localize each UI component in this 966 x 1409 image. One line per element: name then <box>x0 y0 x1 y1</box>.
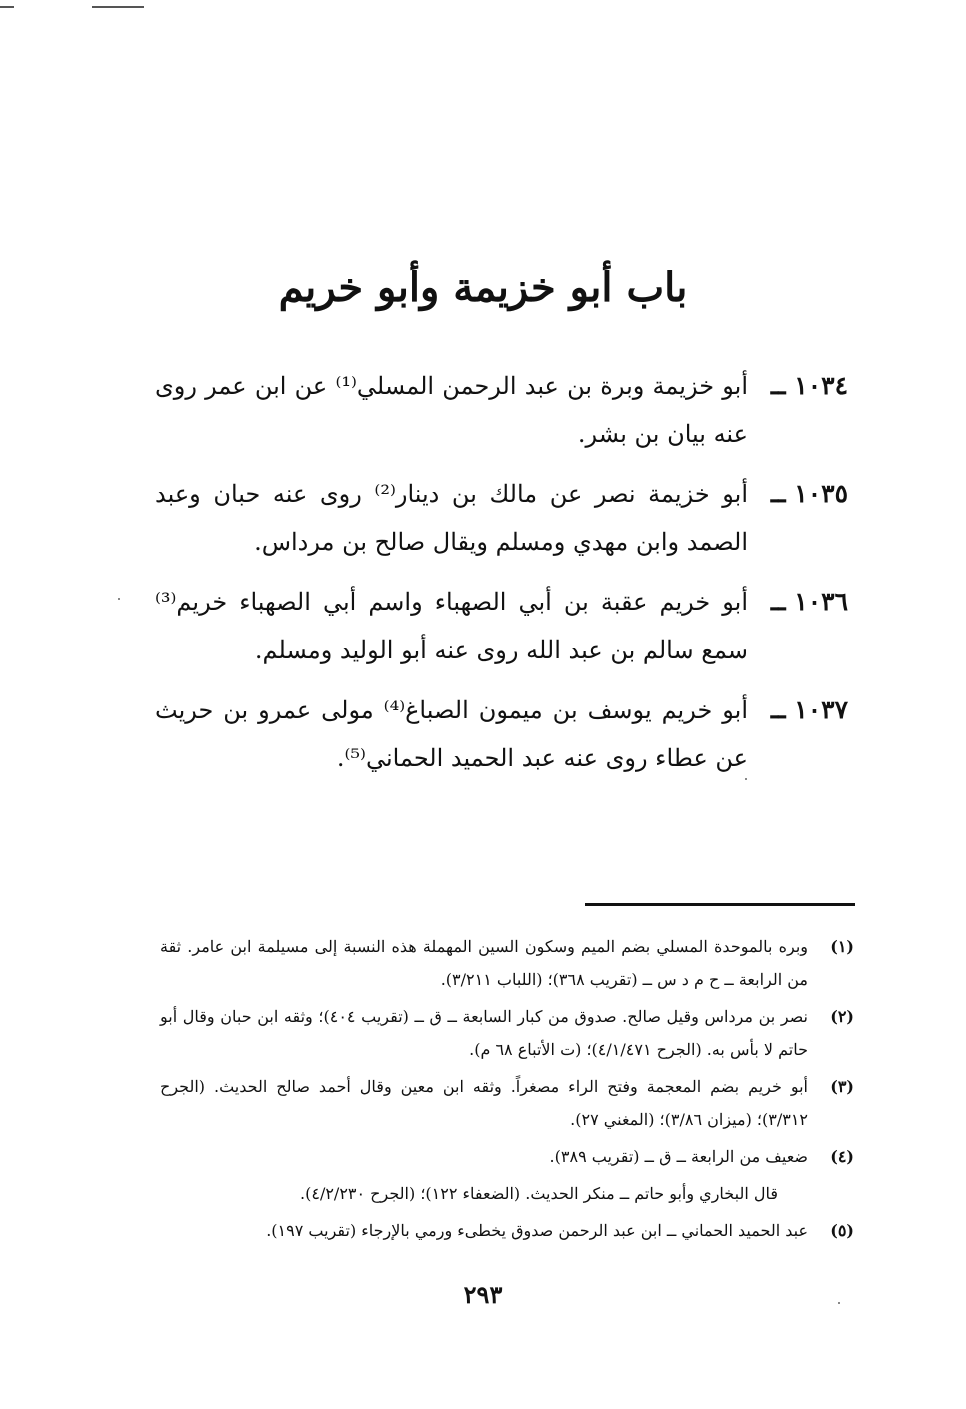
footnote-text: نصر بن مرداس وقيل صالح. صدوق من كبار السابعة ــ ق ــ (تقريب ٤٠٤)؛ وثقه ابن حبان وقال أبو حاتم لا بأس به. (الجرح ٤/١/٤٧١)؛ (ت الأتباع ٦٨ م). <box>160 1007 808 1059</box>
entry-number: ١٠٣٥ ــ <box>770 479 848 508</box>
page-number: ٢٩٣ <box>463 1280 503 1309</box>
scan-mark <box>0 6 14 8</box>
entry-1036 <box>155 578 848 674</box>
footnote-text: ضعيف من الرابعة ــ ق ــ (تقريب ٣٨٩). <box>549 1147 808 1166</box>
entry-1037 <box>155 686 848 782</box>
footnote-number: (١) <box>830 937 854 956</box>
scan-speck <box>745 778 747 780</box>
footnote-text: وبره بالموحدة المسلي بضم الميم وسكون السين المهملة هذه النسبة إلى مسيلمة ابن عامر. ثقة من الرابعة ــ ح م د س ــ (تقريب ٣٦٨)؛ (اللباب ٣/٢١١). <box>160 937 809 989</box>
footnote-4-continuation: قال البخاري وأبو حاتم ــ منكر الحديث. (الضعفاء ١٢٢)؛ (الجرح ٤/٢/٢٣٠). <box>300 1184 778 1203</box>
entry-number: ١٠٣٤ ــ <box>770 371 848 400</box>
entry-text: أبو خريم يوسف بن ميمون الصباغ⁽⁴⁾ مولى عمرو بن حريث عن عطاء روى عنه عبد الحميد الحماني⁽⁵⁾. <box>155 696 749 772</box>
footnote-number: (٥) <box>830 1221 854 1240</box>
entry-number: ١٠٣٧ ــ <box>770 695 848 724</box>
entry-1034 <box>155 362 848 458</box>
entry-number: ١٠٣٦ ــ <box>770 587 848 616</box>
entry-1035 <box>155 470 848 566</box>
footnote-number: (٤) <box>830 1147 854 1166</box>
footnote-number: (٢) <box>830 1007 854 1026</box>
footnote-number: (٣) <box>830 1077 854 1096</box>
entries-list <box>155 362 848 794</box>
footnote-4 <box>160 1140 854 1173</box>
footnote-text: أبو خريم بضم المعجمة وفتح الراء مصغراً. وثقه ابن معين وقال أحمد صالح الحديث. (الجرح ٣/٣١٢)؛ (ميزان ٣/٨٦)؛ (المغني ٢٧). <box>160 1077 808 1129</box>
footnote-text: عبد الحميد الحماني ــ ابن عبد الرحمن صدوق يخطىء ورمي بالإرجاء (تقريب ١٩٧). <box>266 1221 808 1240</box>
scan-speck <box>118 598 120 600</box>
scan-speck <box>838 1302 840 1304</box>
chapter-title: باب أبو خزيمة وأبو خريم <box>278 264 688 311</box>
footnote-1 <box>160 930 854 996</box>
footnotes <box>160 930 854 1251</box>
entry-text: أبو خريم عقبة بن أبي الصهباء واسم أبي الصهباء خريم⁽³⁾ سمع سالم بن عبد الله روى عنه أبو الوليد ومسلم. <box>155 588 748 664</box>
footnote-3 <box>160 1070 854 1136</box>
scan-mark <box>92 6 144 8</box>
entry-text: أبو خزيمة وبرة بن عبد الرحمن المسلي⁽¹⁾ عن ابن عمر روى عنه بيان بن بشر. <box>155 372 748 448</box>
entry-text: أبو خزيمة نصر عن مالك بن دينار⁽²⁾ روى عنه حبان وعبد الصمد وابن مهدي ومسلم ويقال صالح بن مرداس. <box>155 480 748 556</box>
footnote-divider <box>585 903 855 906</box>
footnote-5 <box>160 1214 854 1247</box>
footnote-2 <box>160 1000 854 1066</box>
